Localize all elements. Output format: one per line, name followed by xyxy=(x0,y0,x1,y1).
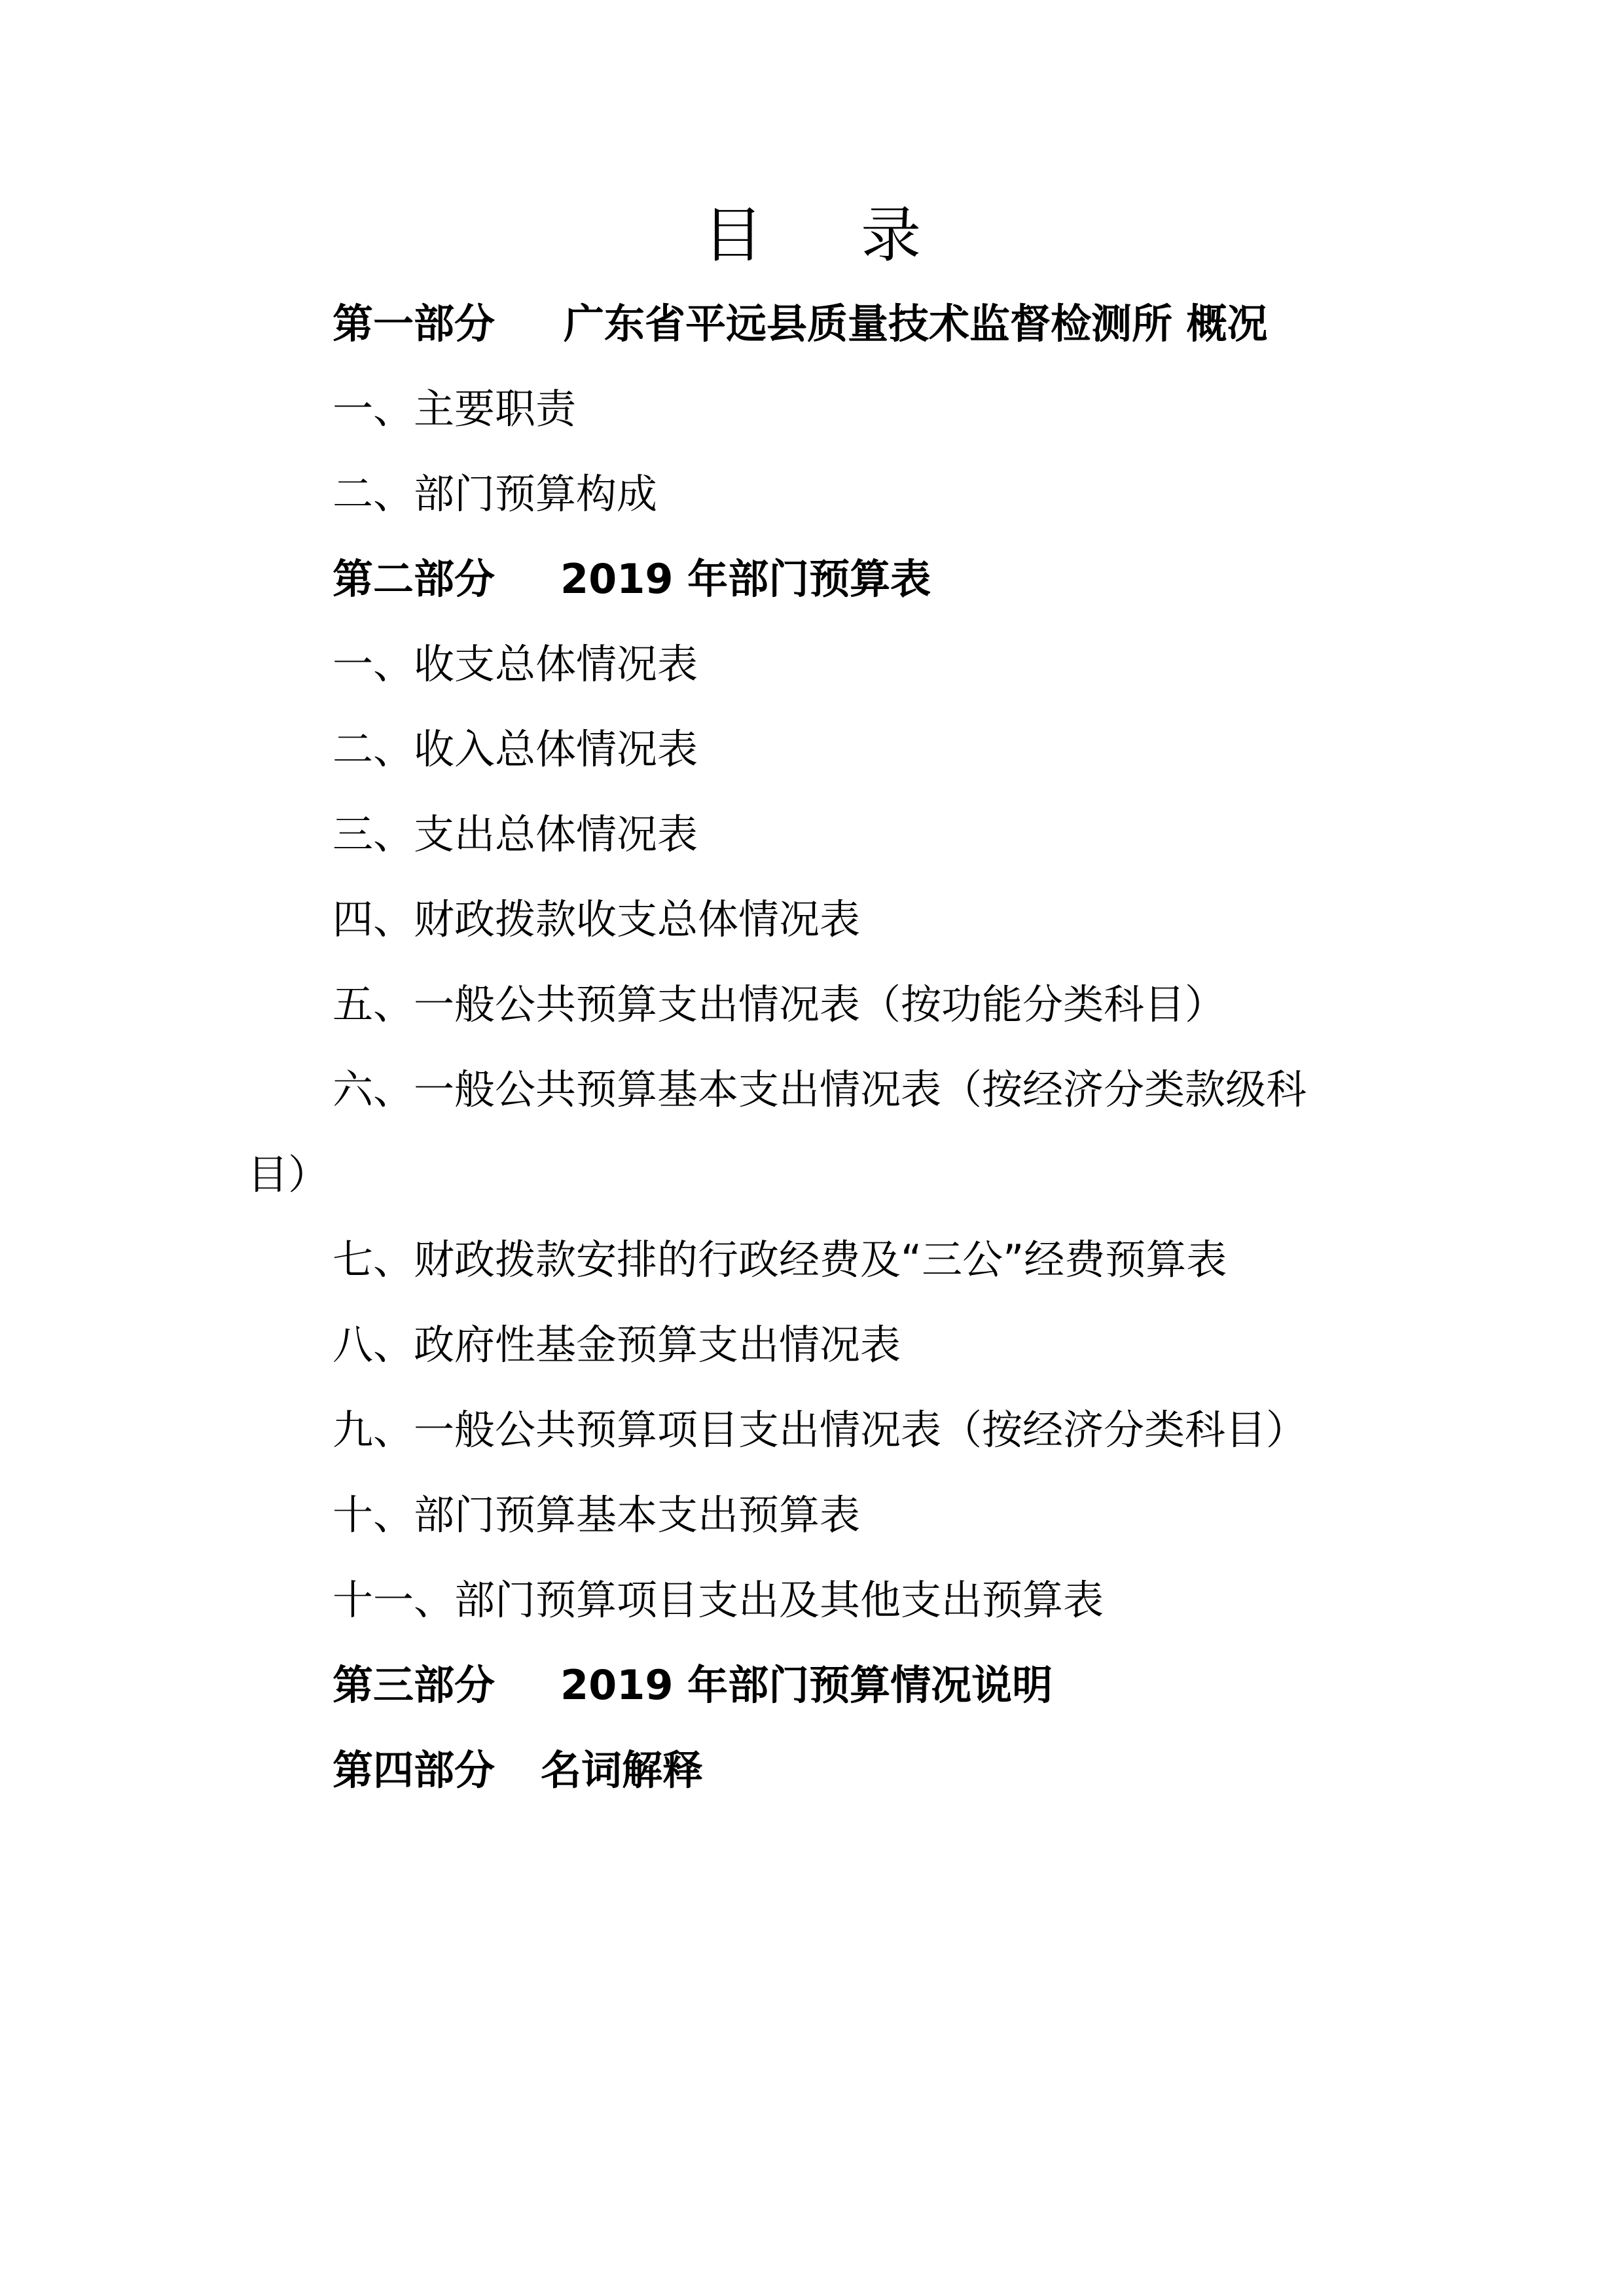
toc-item: 五、一般公共预算支出情况表（按功能分类科目） xyxy=(333,980,1226,1028)
toc-item: 六、一般公共预算基本支出情况表（按经济分类款级科 xyxy=(333,1066,1307,1113)
toc-part-1 xyxy=(333,298,1268,350)
toc-part-3 xyxy=(333,1659,1053,1712)
toc-item: 四、财政拨款收支总体情况表 xyxy=(333,895,861,943)
toc-item: 九、一般公共预算项目支出情况表（按经济分类科目） xyxy=(333,1406,1307,1454)
toc-part-1-label: 第一部分 xyxy=(333,300,496,348)
toc-item: 八、政府性基金预算支出情况表 xyxy=(333,1321,901,1369)
toc-item: 一、收支总体情况表 xyxy=(333,640,698,688)
page-title: 目 录 xyxy=(702,200,961,270)
toc-part-4 xyxy=(333,1744,703,1797)
toc-item-continuation: 目） xyxy=(247,1151,329,1198)
toc-item: 二、部门预算构成 xyxy=(333,470,658,518)
toc-part-4-label: 第四部分 xyxy=(333,1746,496,1794)
toc-item: 一、主要职责 xyxy=(333,385,577,433)
toc-part-4-text: 名词解释 xyxy=(541,1746,704,1794)
toc-part-2 xyxy=(333,553,931,605)
toc-part-3-text: 2019 年部门预算情况说明 xyxy=(560,1661,1053,1709)
toc-item: 七、财政拨款安排的行政经费及“三公”经费预算表 xyxy=(333,1236,1227,1283)
toc-item: 二、收入总体情况表 xyxy=(333,725,698,773)
toc-item: 十一、部门预算项目支出及其他支出预算表 xyxy=(333,1576,1104,1624)
toc-part-2-text: 2019 年部门预算表 xyxy=(560,555,931,603)
toc-item: 三、支出总体情况表 xyxy=(333,810,698,858)
toc-item: 十、部门预算基本支出预算表 xyxy=(333,1491,861,1539)
toc-part-1-text: 广东省平远县质量技术监督检测所 概况 xyxy=(564,300,1268,348)
toc-part-2-label: 第二部分 xyxy=(333,555,496,603)
toc-part-3-label: 第三部分 xyxy=(333,1661,496,1709)
